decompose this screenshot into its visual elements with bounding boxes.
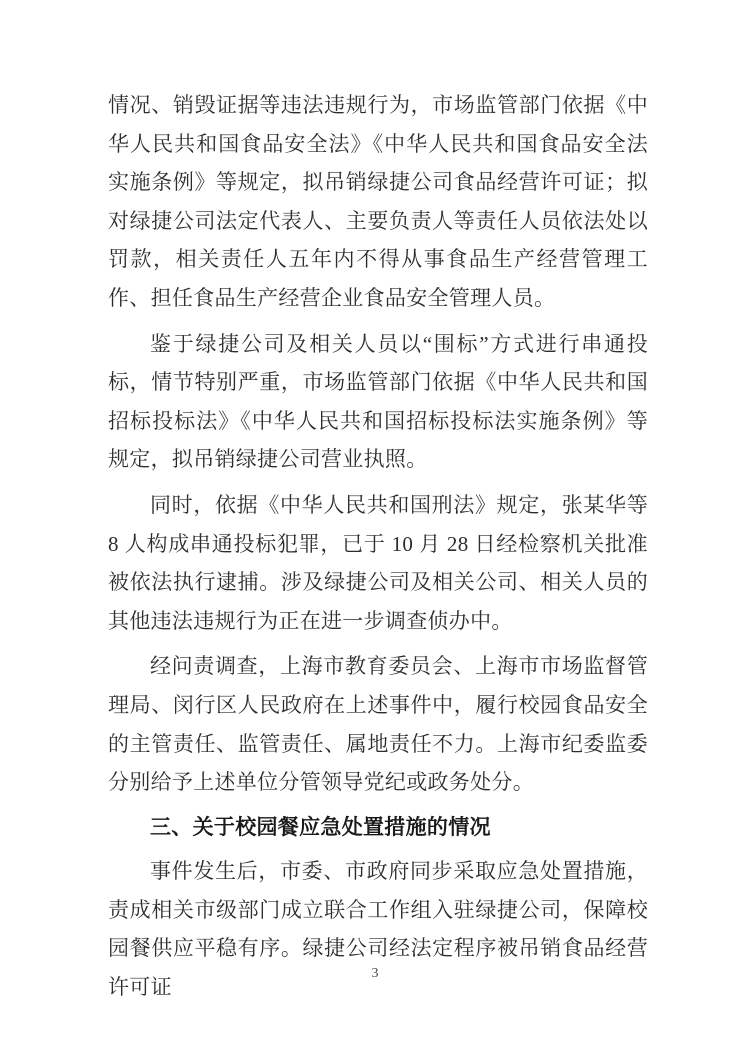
paragraph: 经问责调查，上海市教育委员会、上海市市场监督管理局、闵行区人民政府在上述事件中，履行校园食品安全的主管责任、监管责任、属地责任不力。上海市纪委监委分别给予上述单位分管领导党纪或政务处分。 <box>108 654 648 795</box>
paragraph: 鉴于绿捷公司及相关人员以“围标”方式进行串通投标，情节特别严重，市场监管部门依据《中华人民共和国招标投标法》《中华人民共和国招标投标法实施条例》等规定，拟吊销绿捷公司营业执照。 <box>108 331 648 472</box>
paragraph-continuation: 情况、销毁证据等违法违规行为，市场监管部门依据《中华人民共和国食品安全法》《中华人民共和国食品安全法实施条例》等规定，拟吊销绿捷公司食品经营许可证；拟对绿捷公司法定代表人、主要负责人等责任人员依法处以罚款，相关责任人五年内不得从事食品生产经营管理工作、担任食品生产经营企业食品安全管理人员。 <box>108 93 648 310</box>
document-body <box>108 86 648 1014</box>
page-number: 3 <box>371 966 379 981</box>
paragraph: 事件发生后，市委、市政府同步采取应急处置措施，责成相关市级部门成立联合工作组入驻绿捷公司，保障校园餐供应平稳有序。绿捷公司经法定程序被吊销食品经营许可证 <box>108 859 648 1000</box>
paragraph: 同时，依据《中华人民共和国刑法》规定，张某华等 8 人构成串通投标犯罪，已于 10 月 28 日经检察机关批准被依法执行逮捕。涉及绿捷公司及相关公司、相关人员的其他违法违规行为正在进一步调查侦办中。 <box>108 492 648 633</box>
section-heading: 三、关于校园餐应急处置措施的情况 <box>150 815 491 839</box>
